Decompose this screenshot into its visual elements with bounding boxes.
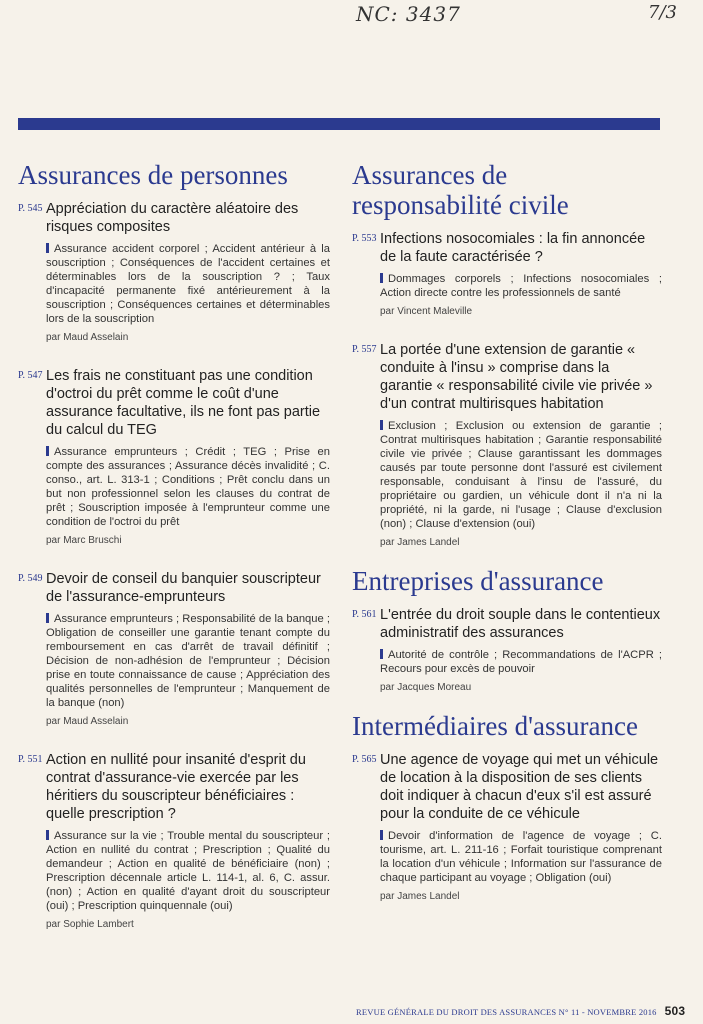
article-title: Les frais ne constituant pas une condition d'octroi du prêt comme le coût d'une assurance facultative, ils ne font pas partie du calcul du TEG (46, 368, 321, 438)
keyword-bullet-icon (46, 446, 49, 456)
article-page-ref: P. 561 (352, 609, 377, 620)
section-heading: Assurances de responsabilité civile (352, 160, 569, 220)
keyword-bullet-icon (380, 273, 383, 283)
keyword-bullet-icon (380, 420, 383, 430)
left-column (18, 160, 330, 930)
article-title: Action en nullité pour insanité d'esprit du contrat d'assurance-vie exercée par les héritiers du souscripteur bénéficiaires : quelle prescription ? (46, 752, 306, 822)
article-entry (18, 200, 330, 343)
article-page-ref: P. 557 (352, 344, 377, 355)
article-page-ref: P. 545 (18, 203, 43, 214)
journal-name: REVUE GÉNÉRALE DU DROIT DES ASSURANCES N° 11 - NOVEMBRE 2016 (356, 1007, 657, 1017)
page-footer (356, 1004, 686, 1018)
section-heading: Intermédiaires d'assurance (352, 711, 638, 741)
section-block (352, 566, 662, 693)
keyword-bullet-icon (46, 830, 49, 840)
article-page-ref: P. 549 (18, 573, 43, 584)
handwritten-page-mark: 7/3 (648, 2, 677, 23)
article-entry (18, 570, 330, 727)
article-keywords: Dommages corporels ; Infections nosocomiales ; Action directe contre les professionnels de santé (380, 273, 662, 299)
page-number: 503 (664, 1004, 686, 1018)
article-list (18, 200, 330, 930)
article-keywords: Assurance emprunteurs ; Crédit ; TEG ; Prise en compte des assurances ; Assurance décès invalidité ; C. conso., art. L. 313-1 ; Conditions ; Prêt conclu dans un but non professionnel selon les clauses du contrat de prêt ; Souscription imposée à l'emprunteur comme une condition de l'octroi du prêt (46, 446, 330, 528)
article-title: Une agence de voyage qui met un véhicule de location à la disposition de ses clients doit indiquer à chacun d'eux s'il est assuré pour la conduite de ce véhicule (380, 752, 659, 822)
article-title: La portée d'une extension de garantie « conduite à l'insu » comprise dans la garantie « responsabilité civile vie privée » d'un contrat multirisques habitation (380, 342, 653, 412)
article-author: par Maud Asselain (46, 716, 129, 727)
section-block (352, 711, 662, 902)
handwritten-reference: NC: 3437 (356, 2, 461, 26)
keyword-bullet-icon (380, 830, 383, 840)
article-page-ref: P. 553 (352, 233, 377, 244)
article-entry (352, 751, 662, 902)
article-author: par Vincent Maleville (380, 306, 473, 317)
article-keywords: Assurance sur la vie ; Trouble mental du souscripteur ; Action en nullité du contrat ; Prescription ; Qualité du demandeur ; Action en qualité de bénéficiaire (non) ; Prescription décennale article L. 114-1, al. 6, C. assur. (non) ; Action en qualité d'ayant droit du souscripteur (oui) ; Prescription quinquennale (oui) (46, 830, 330, 912)
article-keywords: Devoir d'information de l'agence de voyage ; C. tourisme, art. L. 211-16 ; Forfait touristique comprenant la location d'un véhicule ; Information sur l'assurance de chaque participant au voyage ; Obligation (oui) (380, 830, 662, 884)
article-author: par James Landel (380, 537, 460, 548)
article-keywords: Exclusion ; Exclusion ou extension de garantie ; Contrat multirisques habitation ; Garantie responsabilité civile vie privée ; Clause garantissant les dommages causés par toute personne dont l'assuré est civilement responsable, conduisant à l'insu de l'assuré, du propriétaire ou gardien, un véhicule dont il n'a ni la propriété, ni la garde, ni l'usage ; Clause d'exclusion (non) ; Clause d'extension (oui) (380, 420, 662, 530)
article-page-ref: P. 565 (352, 754, 377, 765)
header-rule (18, 118, 660, 130)
article-entry (352, 341, 662, 548)
article-entry (18, 367, 330, 546)
article-keywords: Assurance emprunteurs ; Responsabilité de la banque ; Obligation de conseiller une garantie tenant compte du remboursement en cas d'arrêt de travail définitif ; Décision de non-adhésion de l'emprunteur ; Décision prise en toute connaissance de cause ; Appréciation des qualités personnelles de l'emprunteur ; Manquement de la banque (non) (46, 613, 330, 709)
article-entry (352, 606, 662, 693)
keyword-bullet-icon (46, 243, 49, 253)
article-keywords: Autorité de contrôle ; Recommandations de l'ACPR ; Recours pour excès de pouvoir (380, 649, 662, 675)
article-page-ref: P. 551 (18, 754, 43, 765)
article-author: par Marc Bruschi (46, 535, 122, 546)
article-author: par James Landel (380, 891, 460, 902)
article-page-ref: P. 547 (18, 370, 43, 381)
article-title: L'entrée du droit souple dans le contentieux administratif des assurances (380, 607, 661, 641)
section-block (352, 160, 662, 548)
article-entry (352, 230, 662, 317)
article-entry (18, 751, 330, 930)
article-author: par Jacques Moreau (380, 682, 472, 693)
article-keywords: Assurance accident corporel ; Accident antérieur à la souscription ; Conséquences de l'accident certaines et déterminables lors de la souscription ? ; Taux d'incapacité permanente fixé antérieurement à la souscription ; Conséquences certaines et déterminables lors de la souscription (46, 243, 330, 325)
keyword-bullet-icon (46, 613, 49, 623)
section-heading: Entreprises d'assurance (352, 566, 604, 596)
article-title: Infections nosocomiales : la fin annoncée de la faute caractérisée ? (380, 231, 646, 265)
right-column (352, 160, 662, 920)
section-heading-personnes: Assurances de personnes (18, 160, 288, 190)
keyword-bullet-icon (380, 649, 383, 659)
article-author: par Sophie Lambert (46, 919, 134, 930)
article-title: Devoir de conseil du banquier souscripteur de l'assurance-emprunteurs (46, 571, 321, 605)
article-author: par Maud Asselain (46, 332, 129, 343)
article-title: Appréciation du caractère aléatoire des risques composites (46, 201, 299, 235)
